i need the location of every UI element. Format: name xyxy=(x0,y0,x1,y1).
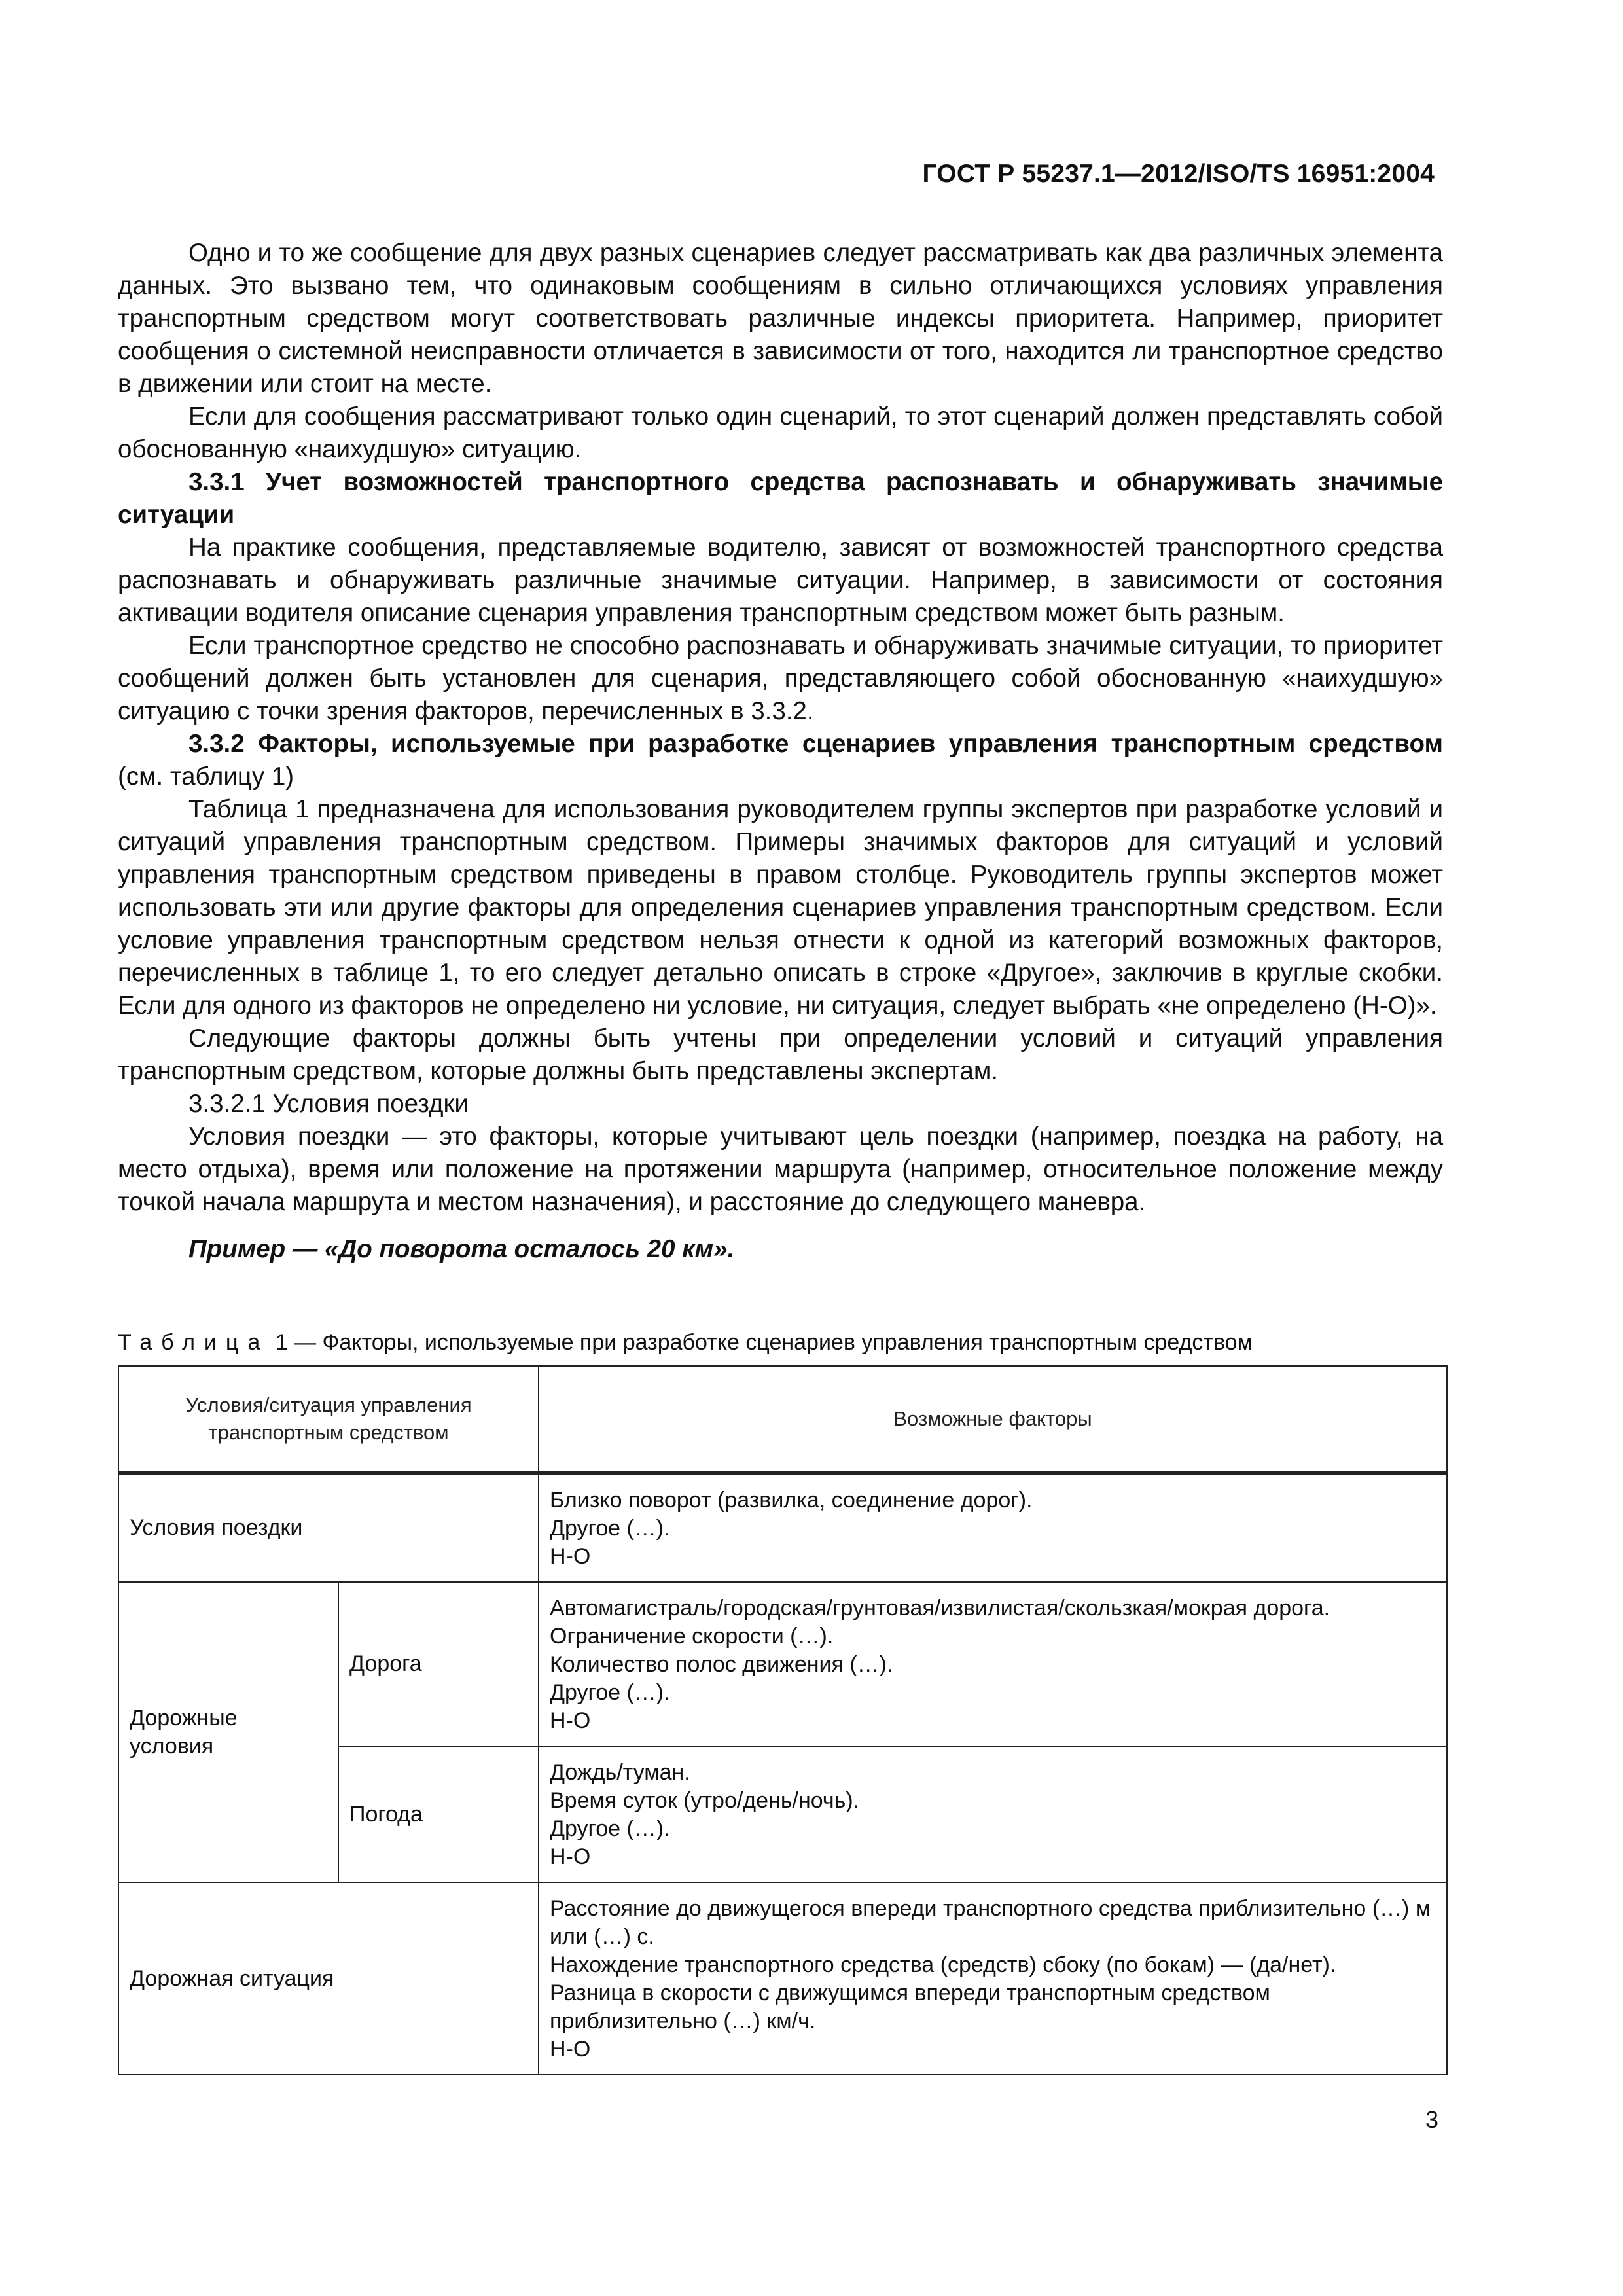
section-332-heading xyxy=(118,728,1443,793)
standard-code-header: ГОСТ Р 55237.1—2012/ISO/TS 16951:2004 xyxy=(922,160,1435,188)
column-header-factors: Возможные факторы xyxy=(539,1366,1447,1473)
factor-line: Нахождение транспортного средства (средств) сбоку (по бокам) — (да/нет). xyxy=(550,1952,1336,1977)
page-number: 3 xyxy=(1425,2106,1439,2133)
factor-line: Н-О xyxy=(550,1844,591,1869)
factors-road xyxy=(539,1582,1447,1746)
factor-line: Н-О xyxy=(550,1544,591,1569)
factors-table xyxy=(118,1365,1448,2075)
factor-line: Н-О xyxy=(550,2037,591,2062)
factor-line: Время суток (утро/день/ночь). xyxy=(550,1788,860,1813)
section-331-heading xyxy=(118,466,1443,531)
column-header-conditions: Условия/ситуация управления транспортным средством xyxy=(118,1366,539,1473)
factor-line: Другое (…). xyxy=(550,1816,670,1841)
table-row-trip-conditions xyxy=(118,1473,1447,1583)
document-body xyxy=(118,237,1443,1266)
table-header-row xyxy=(118,1366,1447,1473)
row-label-weather: Погода xyxy=(338,1746,539,1882)
section-3321-heading: 3.3.2.1 Условия поездки xyxy=(188,1090,469,1118)
row-label-road: Дорога xyxy=(338,1582,539,1746)
paragraph-vehicle-capabilities: На практике сообщения, представляемые водителю, зависят от возможностей транспортного средства распознавать и обнаруживать различные значимые ситуации. Например, в зависимости от состояния активации водителя описание сценария управления транспортным средством может быть разным. xyxy=(118,533,1443,627)
factor-line: Разница в скорости с движущимся впереди транспортным средством приблизительно (…) км/ч. xyxy=(550,1981,1270,2034)
table-caption-label: Таблица xyxy=(118,1330,270,1355)
table-row-road-situation xyxy=(118,1882,1447,2075)
paragraph-trip-conditions: Условия поездки — это факторы, которые учитывают цель поездки (например, поездка на работу, на место отдыха), время или положение на протяжении маршрута (например, относительное положение между точкой начала маршрута и местом назначения), и расстояние до следующего маневра. xyxy=(118,1122,1443,1216)
paragraph-factors-considered: Следующие факторы должны быть учтены при определении условий и ситуаций управления транспортным средством, которые должны быть представлены экспертам. xyxy=(118,1024,1443,1085)
table-row-road xyxy=(118,1582,1447,1746)
factor-line: Другое (…). xyxy=(550,1516,670,1541)
factors-trip-conditions xyxy=(539,1473,1447,1583)
section-332-heading-text: 3.3.2 Факторы, используемые при разработке сценариев управления транспортным средством xyxy=(188,730,1443,758)
row-label-trip-conditions: Условия поездки xyxy=(118,1473,539,1583)
section-332-table-ref: (см. таблицу 1) xyxy=(118,762,294,791)
factor-line: Расстояние до движущегося впереди транспортного средства приблизительно (…) м или (…) с. xyxy=(550,1896,1431,1949)
factor-line: Другое (…). xyxy=(550,1680,670,1705)
row-label-road-situation: Дорожная ситуация xyxy=(118,1882,539,2075)
section-331-heading-text: 3.3.1 Учет возможностей транспортного средства распознавать и обнаруживать значимые ситуации xyxy=(118,468,1443,529)
paragraph-single-scenario: Если для сообщения рассматривают только один сценарий, то этот сценарий должен представлять собой обоснованную «наихудшую» ситуацию. xyxy=(118,403,1443,463)
factor-line: Автомагистраль/городская/грунтовая/извилистая/скользкая/мокрая дорога. xyxy=(550,1596,1330,1621)
factor-line: Количество полос движения (…). xyxy=(550,1652,893,1677)
factor-line: Н-О xyxy=(550,1708,591,1733)
example-text: Пример — «До поворота осталось 20 км». xyxy=(188,1235,735,1263)
table-caption-title: 1 — Факторы, используемые при разработке сценариев управления транспортным средством xyxy=(269,1330,1253,1355)
factor-line: Близко поворот (развилка, соединение дорог). xyxy=(550,1488,1033,1513)
paragraph-messages-scenarios: Одно и то же сообщение для двух разных сценариев следует рассматривать как два различных элемента данных. Это вызвано тем, что одинаковым сообщениям в сильно отличающихся условиях управления транспортным средством могут соответствовать различные индексы приоритета. Например, приоритет сообщения о системной неисправности отличается в зависимости от того, находится ли транспортное средство в движении или стоит на месте. xyxy=(118,239,1443,398)
factors-road-situation xyxy=(539,1882,1447,2075)
factors-weather xyxy=(539,1746,1447,1882)
factor-line: Ограничение скорости (…). xyxy=(550,1624,834,1649)
row-label-road-conditions: Дорожные условия xyxy=(118,1582,338,1882)
paragraph-worst-case: Если транспортное средство не способно распознавать и обнаруживать значимые ситуации, то приоритет сообщений должен быть установлен для сценария, представляющего собой обоснованную «наихудшую» ситуацию с точки зрения факторов, перечисленных в 3.3.2. xyxy=(118,632,1443,725)
paragraph-table-purpose: Таблица 1 предназначена для использования руководителем группы экспертов при разработке условий и ситуаций управления транспортным средством. Примеры значимых факторов для ситуаций и условий управления транспортным средством приведены в правом столбце. Руководитель группы экспертов может использовать эти или другие факторы для определения сценариев управления транспортным средством. Если условие управления транспортным средством нельзя отнести к одной из категорий возможных факторов, перечисленных в таблице 1, то его следует детально описать в строке «Другое», заключив в круглые скобки. Если для одного из факторов не определено ни условие, ни ситуация, следует выбрать «не определено (Н-О)». xyxy=(118,795,1443,1020)
table-caption xyxy=(118,1329,1446,1356)
factor-line: Дождь/туман. xyxy=(550,1760,690,1785)
